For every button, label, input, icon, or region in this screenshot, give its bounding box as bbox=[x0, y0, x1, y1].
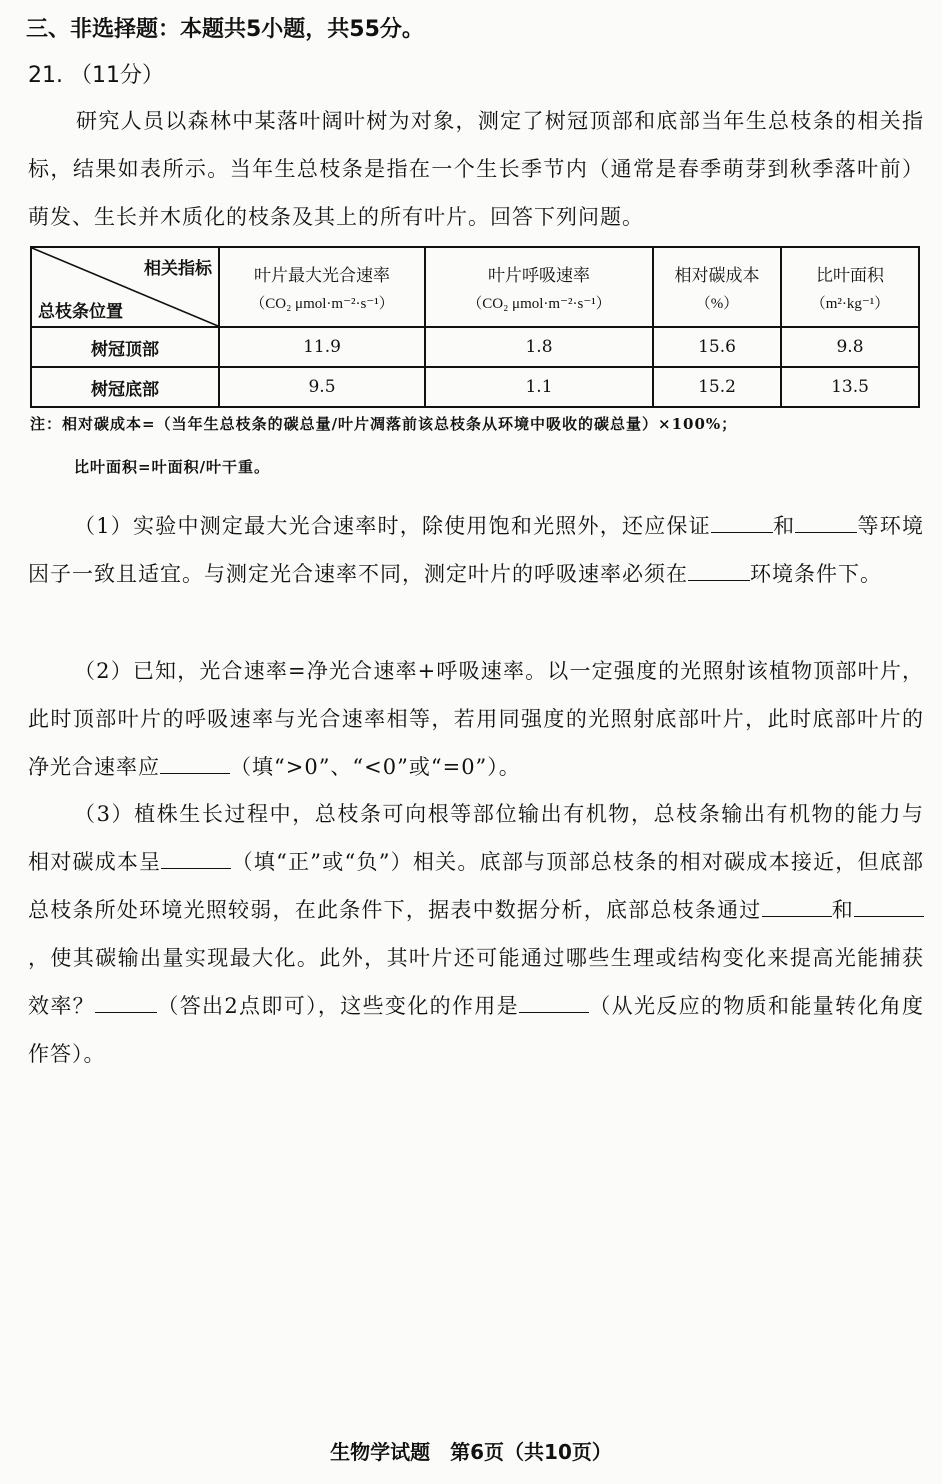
table-cell: 9.8 bbox=[781, 327, 919, 367]
corner-label-indicator: 相关指标 bbox=[144, 259, 212, 279]
table-corner-cell bbox=[31, 247, 219, 327]
data-table bbox=[30, 246, 920, 408]
table-header-row bbox=[31, 247, 919, 327]
corner-label-position: 总枝条位置 bbox=[38, 302, 123, 322]
column-header: 相对碳成本 （%） bbox=[653, 247, 781, 327]
page-footer: 生物学试题 第6页（共10页） bbox=[330, 1440, 612, 1464]
column-header: 叶片呼吸速率 （CO₂ μmol·m⁻²·s⁻¹） bbox=[425, 247, 653, 327]
sub-question-1: （1）实验中测定最大光合速率时，除使用饱和光照外，还应保证 和 等环境因子一致且适宜。与测定光合速率不同，测定叶片的呼吸速率必须在 环境条件下。 bbox=[28, 502, 924, 598]
table-cell: 9.5 bbox=[219, 367, 425, 407]
answer-blank[interactable] bbox=[160, 751, 230, 774]
table-row bbox=[31, 327, 919, 367]
section-title: 三、非选择题：本题共5小题，共55分。 bbox=[26, 17, 424, 42]
sub-question-3: （3）植株生长过程中，总枝条可向根等部位输出有机物，总枝条输出有机物的能力与相对碳成本呈 （填“正”或“负”）相关。底部与顶部总枝条的相对碳成本接近，但底部总枝条所处环境光照较弱，在此条件下，据表中数据分析，底部总枝条通过 和，使其碳输出量实现最大化。此外，其叶片还可能通过哪些生理或结构变化来提高光能捕获效率？ （答出2点即可），这些变化的作用是 （从光反应的物质和能量转化角度作答）。 bbox=[28, 802, 925, 1066]
column-header: 比叶面积 （m²·kg⁻¹） bbox=[781, 247, 919, 327]
row-label: 树冠顶部 bbox=[31, 327, 219, 367]
table-cell: 11.9 bbox=[219, 327, 425, 367]
sub-question-2: （2）已知，光合速率=净光合速率+呼吸速率。以一定强度的光照射该植物顶部叶片，此时顶部叶片的呼吸速率与光合速率相等，若用同强度的光照射底部叶片，此时底部叶片的净光合速率应 （填“>0”、“<0”或“=0”）。 bbox=[28, 659, 924, 779]
answer-blank[interactable] bbox=[161, 846, 231, 869]
table-cell: 15.6 bbox=[653, 327, 781, 367]
answer-blank[interactable] bbox=[95, 990, 157, 1013]
table-cell: 1.8 bbox=[425, 327, 653, 367]
row-label: 树冠底部 bbox=[31, 367, 219, 407]
column-header: 叶片最大光合速率 （CO₂ μmol·m⁻²·s⁻¹） bbox=[219, 247, 425, 327]
table-cell: 13.5 bbox=[781, 367, 919, 407]
answer-blank[interactable] bbox=[688, 558, 750, 581]
table-note-continued: 比叶面积=叶面积/叶干重。 bbox=[74, 458, 271, 476]
table-cell: 15.2 bbox=[653, 367, 781, 407]
table-row bbox=[31, 367, 919, 407]
answer-blank[interactable] bbox=[519, 990, 589, 1013]
table-note: 注：相对碳成本=（当年生总枝条的碳总量/叶片凋落前该总枝条从环境中吸收的碳总量）×100%； bbox=[30, 415, 738, 433]
answer-blank[interactable] bbox=[762, 894, 832, 917]
answer-blank[interactable] bbox=[711, 510, 773, 533]
answer-blank[interactable] bbox=[854, 894, 924, 917]
table-cell: 1.1 bbox=[425, 367, 653, 407]
question-intro: 研究人员以森林中某落叶阔叶树为对象，测定了树冠顶部和底部当年生总枝条的相关指标，结果如表所示。当年生总枝条是指在一个生长季节内（通常是春季萌芽到秋季落叶前）萌发、生长并木质化的枝条及其上的所有叶片。回答下列问题。 bbox=[28, 109, 924, 229]
question-number: 21. （11分） bbox=[28, 63, 164, 88]
answer-blank[interactable] bbox=[795, 510, 857, 533]
